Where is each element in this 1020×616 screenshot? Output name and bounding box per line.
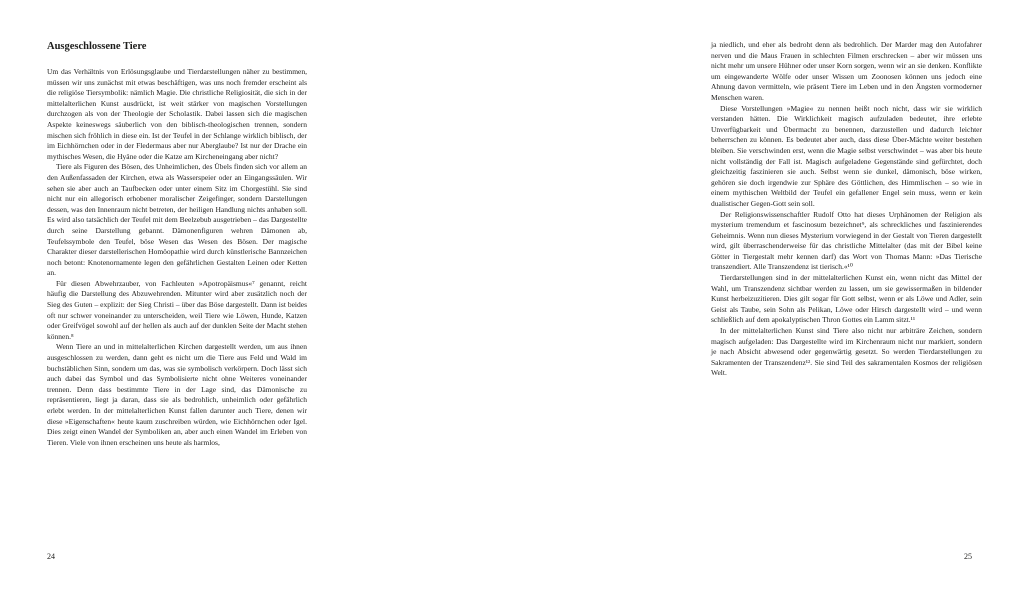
paragraph: Tierdarstellungen sind in der mittelalterlichen Kunst ein, wenn nicht das Mittel der Wahl, um Transzendenz sichtbar werden zu lassen, um sie gewissermaßen in bildender Kunst herbeizuzitieren. Dies gilt sogar für Gott selbst, wenn er als Löwe und Adler, sein Geist als Taube, sein Sohn als Pelikan, Löwe oder Hirsch dargestellt wird – und wenn schließlich auf dem apokalyptischen Thron Gottes ein Lamm sitzt.¹¹ bbox=[711, 273, 982, 325]
page-number: 25 bbox=[964, 552, 972, 561]
paragraph: Für diesen Abwehrzauber, von Fachleuten »Apotropäismus«⁷ genannt, reicht häufig die Darstellung des Abzuwehrenden. Mitunter wird aber zusätzlich noch der Sieg des Guten – explizit: der Sieg Christi – über das Böse dargestellt. Dann ist beides oft nur schwer voneinander zu unterscheiden, weil Tiere wie Löwen, Hunde, Katzen oder Greifvögel sowohl auf der hellen als auch auf der dunklen Seite der Macht stehen können.⁸ bbox=[47, 278, 307, 341]
paragraph: Tiere als Figuren des Bösen, des Unheimlichen, des Übels finden sich vor allem an den Außenfassaden der Kirchen, etwa als Wasserspeier oder an Eingangssäulen. Wir sehen sie aber auch an Taufbecken oder unter einem Sitz im Chorgestühl. Sie sind nicht nur ein allegorisch erhobener moralischer Zeigefinger, sondern Darstellungen dessen, was den Innenraum nicht betreten, der heiligen Handlung nichts anhaben soll. Es wird also tatsächlich der Teufel mit dem Beelzebub ausgetrieben – das Dargestellte durch seine Darstellung gebannt. Dämonenfiguren wehren Dämonen ab, Teufelssymbole den Teufel, böse Wesen das Wesen des Bösen. Der magische Charakter dieser darstellerischen Homöopathie wird durch künstlerische Bannzeichen noch betont: Knotenornamente legen den gefährlichen Gestalten Leinen oder Ketten an. bbox=[47, 162, 307, 278]
paragraph: Um das Verhältnis von Erlösungsglaube und Tierdarstellungen näher zu bestimmen, müssen wir uns zunächst mit etwas beschäftigen, was uns noch fremder erscheint als die religiöse Tiersymbolik: nämlich Magie. Die christliche Religiosität, die sich in der mittelalterlichen Kunst ausdrückt, ist weit stärker von magischen Vorstellungen durchzogen als von der Theologie der Scholastik. Dabei lassen sich die magischen Aspekte keineswegs säuberlich von den biblisch-theologischen trennen, sondern mischen sich fröhlich in diese ein. Ist der Teufel in der Schlange wirklich biblisch, der im Eichhörnchen oder in der Fledermaus aber nur Aberglaube? Ist nur der Drache ein mythisches Wesen, die Hyäne oder die Katze am Kircheneingang aber nicht? bbox=[47, 67, 307, 161]
paragraph: In der mittelalterlichen Kunst sind Tiere also nicht nur arbiträre Zeichen, sondern magisch aufgeladen: Das Dargestellte wird im Kirchenraum nicht nur markiert, sondern je nach Absicht abwesend oder gegenwärtig gesetzt. So werden Tierdarstellungen zu Sakramenten der Transzendenz¹². Sie sind Teil des sakramentalen Kosmos der religiösen Welt. bbox=[711, 326, 982, 378]
page-number: 24 bbox=[47, 552, 55, 561]
paragraph: ja niedlich, und eher als bedroht denn als bedrohlich. Der Marder mag den Autofahrer nerven und die Maus Frauen in schlechten Filmen erschrecken – aber wir müssen uns nicht mehr um unsere Hühner oder unser Korn sorgen, wenn wir an sie denken. Konflikte um eingewanderte Wölfe oder unser Wissen um Zoonosen können uns jedoch eine Ahnung davon vermitteln, wie präsent Tiere im Leben und in den Ängsten vormoderner Menschen waren. bbox=[711, 40, 982, 102]
paragraph: Diese Vorstellungen »Magie« zu nennen heißt noch nicht, dass wir sie wirklich verstanden hätten. Die Wirklichkeit magisch aufzuladen bedeutet, ihre erlebte Unverfügbarkeit und Übermacht zu benennen, darzustellen und dadurch leichter beherrschen zu können. Es bedeutet aber auch, dass diese Über-Mächte weiter bestehen bleiben. Sie verschwinden erst, wenn die Magie selbst verschwindet – was aber bis heute nicht vollständig der Fall ist. Magisch aufgeladene Gegenstände sind gefürchtet, doch gleichzeitig faszinieren sie auch. Selbst wenn sie dunkel, dämonisch, böse wirken, gehören sie doch irgendwie zur Sphäre des Göttlichen, des Himmlischen – so wie in einem mythischen Weltbild der Teufel ein gefallener Engel sein muss, wenn er kein dualistischer Gegen-Gott sein soll. bbox=[711, 103, 982, 208]
right-page bbox=[510, 0, 1020, 616]
paragraph: Wenn Tiere an und in mittelalterlichen Kirchen dargestellt werden, um aus ihnen ausgeschlossen zu werden, dann geht es nicht um die Tiere aus Feld und Wald im buchstäblichen Sinn, sondern um das, was sie symbolisch verkörpern. Doch lässt sich auch dabei das Symbol und das Symbolisierte nicht ohne Weiteres voneinander trennen. Denn dass bestimmte Tiere in der Lage sind, das Dämonische zu repräsentieren, liegt ja daran, dass sie als bedrohlich, unheimlich oder gefährlich erlebt werden. In der mittelalterlichen Kunst fallen darunter auch Tiere, denen wir diese »Eigenschaften« heute kaum zuschreiben würden, wie Eichhörnchen oder Igel. Dies zeigt einen Wandel der Symboliken an, aber auch einen Wandel im Erleben von Tieren. Viele von ihnen erscheinen uns heute als harmlos, bbox=[47, 342, 307, 447]
right-text-column bbox=[711, 40, 982, 379]
paragraph: Der Religionswissenschaftler Rudolf Otto hat dieses Urphänomen der Religion als mysterium tremendum et fascinosum bezeichnet⁹, als schreckliches und faszinierendes Geheimnis. Wenn nun dieses Mysterium vorwiegend in der Gestalt von Tieren dargestellt wird, gilt überraschenderweise für das christliche Mittelalter (das mit der Bibel keine Götter in Tiergestalt mehr kennen darf) das Wort von Thomas Mann: »Das Tierische transzendiert. Alle Transzendenz ist tierisch.«¹⁰ bbox=[711, 209, 982, 272]
section-heading: Ausgeschlossene Tiere bbox=[47, 41, 147, 52]
left-text-column bbox=[47, 40, 307, 448]
